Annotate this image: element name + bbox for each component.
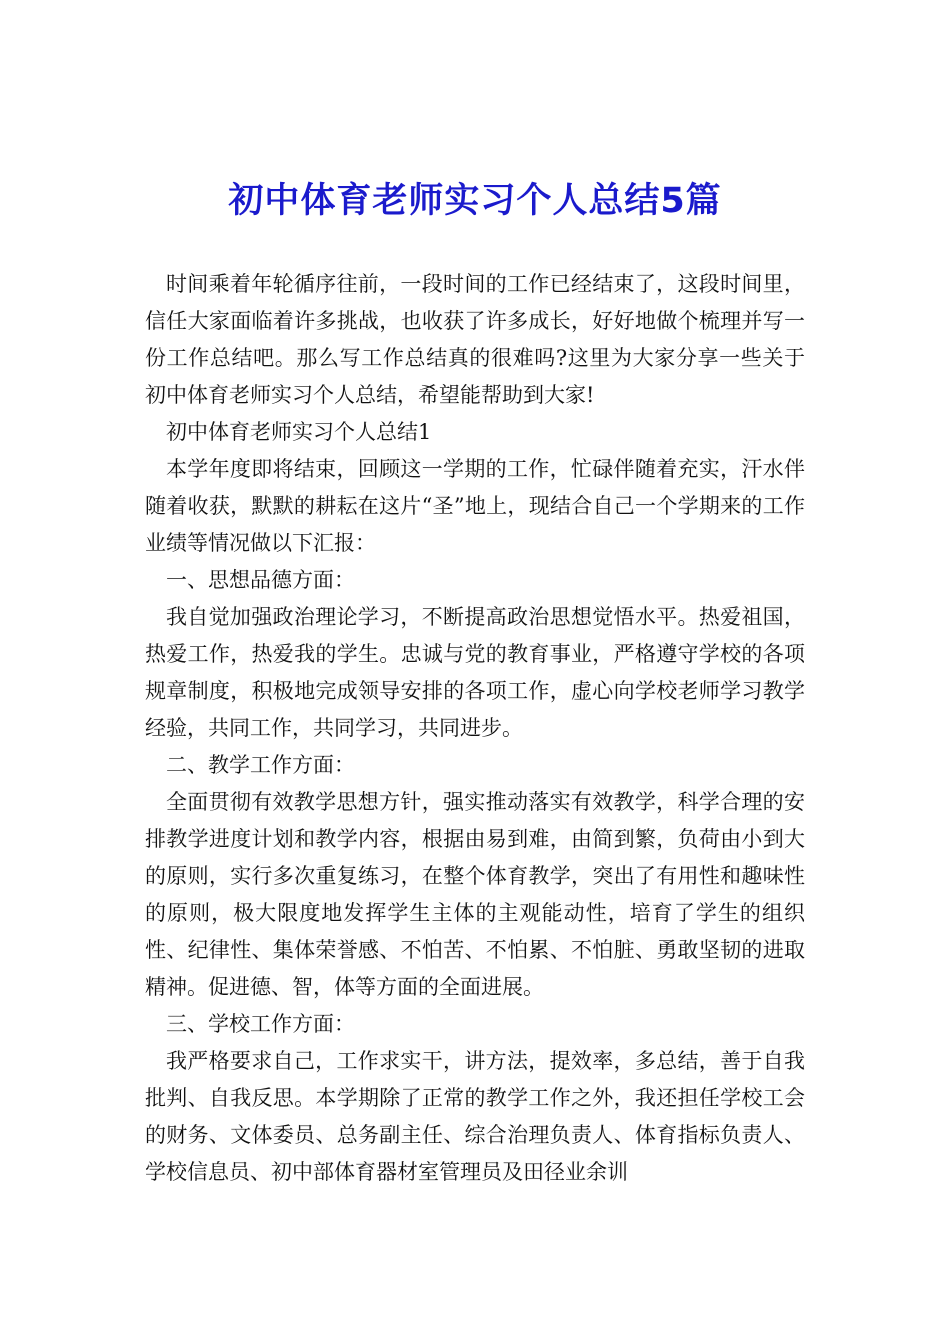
intro-paragraph: 时间乘着年轮循序往前，一段时间的工作已经结束了，这段时间里，信任大家面临着许多挑战，也收获了许多成长，好好地做个梳理并写一份工作总结吧。那么写工作总结真的很难吗?这里为大家分享一些关于初中体育老师实习个人总结，希望能帮助到大家!: [145, 272, 805, 407]
section-heading-summary-1: 初中体育老师实习个人总结1: [166, 420, 432, 444]
teaching-work-paragraph: 全面贯彻有效教学思想方针，强实推动落实有效教学，科学合理的安排教学进度计划和教学内容，根据由易到难，由简到繁，负荷由小到大的原则，实行多次重复练习，在整个体育教学，突出了有用性和趣味性的原则，极大限度地发挥学生主体的主观能动性，培育了学生的组织性、纪律性、集体荣誉感、不怕苦、不怕累、不怕脏、勇敢坚韧的进取精神。促进德、智，体等方面的全面进展。: [145, 790, 805, 999]
document-title: 初中体育老师实习个人总结5篇: [228, 181, 722, 221]
heading-ideology-morality: 一、思想品德方面：: [166, 568, 355, 592]
document-body: [145, 266, 805, 1191]
ideology-morality-paragraph: 我自觉加强政治理论学习，不断提高政治思想觉悟水平。热爱祖国，热爱工作，热爱我的学生。忠诚与党的教育事业，严格遵守学校的各项规章制度，积极地完成领导安排的各项工作，虚心向学校老师学习教学经验，共同工作，共同学习，共同进步。: [145, 605, 805, 740]
school-work-paragraph: 我严格要求自己，工作求实干，讲方法，提效率，多总结，善于自我批判、自我反思。本学期除了正常的教学工作之外，我还担任学校工会的财务、文体委员、总务副主任、综合治理负责人、体育指标负责人、学校信息员、初中部体育器材室管理员及田径业余训: [145, 1049, 805, 1184]
heading-teaching-work: 二、教学工作方面：: [166, 753, 355, 777]
summary-1-intro-paragraph: 本学年度即将结束，回顾这一学期的工作，忙碌伴随着充实，汗水伴随着收获，默默的耕耘在这片“圣”地上，现结合自己一个学期来的工作业绩等情况做以下汇报：: [145, 457, 805, 555]
heading-school-work: 三、学校工作方面：: [166, 1012, 355, 1036]
